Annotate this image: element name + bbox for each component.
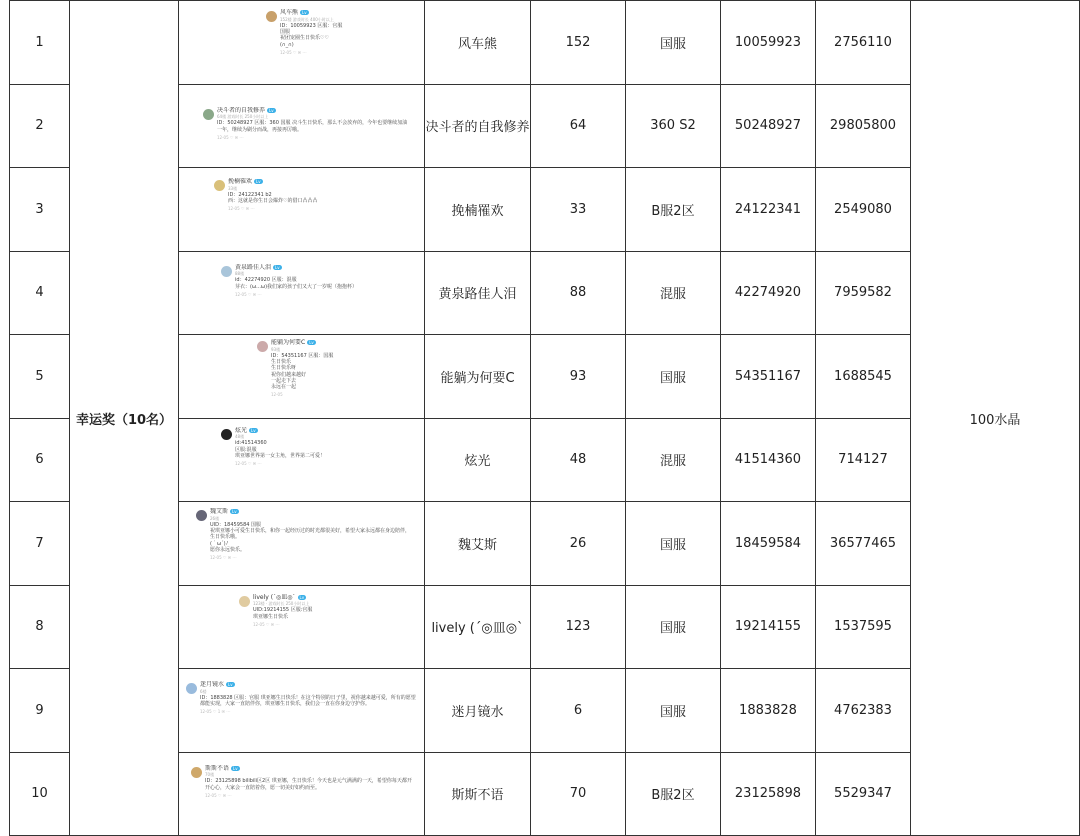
comment-meta: 48楼 [235, 434, 245, 440]
comment-line: ID：10059923 区服：官服 国服 [280, 22, 343, 35]
level-badge: Lv [256, 179, 261, 185]
id2-cell: 29805800 [816, 84, 911, 168]
uid-cell: 10059923 [721, 1, 816, 85]
comment-username [271, 339, 345, 347]
comment-line: ID：54351167 区服：国服 [271, 352, 334, 359]
uid-cell: 50248927 [721, 84, 816, 168]
comment-actions: 12-05 ♡ ✉ ⋯ [217, 134, 244, 140]
server-cell: B服2区 [626, 752, 721, 836]
screenshot-cell [179, 669, 425, 753]
comment-screenshot [179, 419, 424, 501]
comment-meta: 88楼 [235, 271, 245, 277]
comment-actions: 12-05 ♡ ✉ ⋯ [205, 792, 232, 798]
uid-cell: 24122341 [721, 168, 816, 252]
comment-username [280, 9, 344, 17]
row-number: 1 [10, 1, 70, 85]
avatar [221, 266, 232, 277]
comment-username [228, 178, 390, 186]
comment-screenshot [179, 1, 424, 83]
level-badge: Lv [251, 427, 256, 433]
comment-username-text: lively (´◎皿◎` [253, 593, 296, 601]
screenshot-cell [179, 585, 425, 669]
comment-username-text: 决斗者的自我修养 [217, 106, 266, 114]
comment-actions: 12-05 ♡ ✉ ⋯ [235, 461, 262, 466]
screenshot-cell [179, 502, 425, 586]
id2-cell: 2549080 [816, 168, 911, 252]
floor-cell: 123 [531, 585, 626, 669]
comment-actions: 12-05 ♡ ✉ ⋯ [253, 621, 280, 627]
id2-cell: 7959582 [816, 251, 911, 335]
level-badge: Lv [299, 594, 305, 600]
server-cell: 国服 [626, 502, 721, 586]
comment-body [228, 192, 390, 205]
comment-screenshot [179, 335, 424, 417]
comment-line: 琪亚娜生日快乐 [253, 613, 289, 620]
level-badge: Lv [233, 765, 238, 771]
server-cell: 360 S2 [626, 84, 721, 168]
avatar [186, 683, 197, 694]
row-number: 7 [10, 502, 70, 586]
floor-cell: 26 [531, 502, 626, 586]
comment-username-text: 黄泉路佳人泪 [235, 263, 272, 271]
nickname-cell: 能躺为何要C [425, 335, 531, 419]
comment-body [205, 778, 414, 791]
comment-body [217, 120, 411, 133]
comment-username-text: 炫光 [235, 426, 248, 434]
comment-body [280, 23, 344, 48]
floor-cell: 152 [531, 1, 626, 85]
comment-body [235, 440, 389, 459]
floor-cell: 48 [531, 418, 626, 502]
id2-cell: 36577465 [816, 502, 911, 586]
comment-body [235, 277, 409, 290]
comment-body [200, 695, 420, 708]
comment-card [194, 508, 414, 578]
comment-line: 西：这就是你生日会爆炸♡的借口凸凸凸 [228, 198, 318, 204]
id2-cell: 1688545 [816, 335, 911, 419]
nickname-cell: 挽楠罹欢 [425, 168, 531, 252]
comment-line: 生日快乐呀 [271, 365, 297, 372]
id2-cell: 2756110 [816, 1, 911, 85]
comment-actions: 12-05 ♡ 1 ✉ ⋯ [200, 709, 231, 715]
comment-card [184, 681, 420, 739]
server-cell: 混服 [626, 251, 721, 335]
comment-screenshot [179, 669, 424, 751]
table-row [10, 1, 1080, 85]
comment-username-text: 能躺为何要C [271, 339, 306, 347]
row-number: 8 [10, 585, 70, 669]
server-cell: 国服 [626, 1, 721, 85]
server-cell: B服2区 [626, 168, 721, 252]
avatar [266, 11, 277, 22]
comment-meta: 70楼 [205, 772, 215, 778]
comment-username [200, 681, 420, 689]
row-number: 4 [10, 251, 70, 335]
comment-meta: 123楼 · 游戏时长 250小时以上 [253, 601, 310, 607]
row-number: 10 [10, 752, 70, 836]
level-badge: Lv [228, 682, 233, 688]
row-number: 6 [10, 418, 70, 502]
screenshot-cell [179, 335, 425, 419]
floor-cell: 6 [531, 669, 626, 753]
avatar [196, 510, 207, 521]
comment-line: 芽衣：(ω...ω)我们家的孩子们又大了一岁呢（抱抱杯） [235, 283, 358, 290]
comment-line: 祝团宠圈生日快乐♡♡ (∩_∩) [280, 35, 329, 48]
row-number: 9 [10, 669, 70, 753]
comment-line: 祝你们越来越好 [271, 371, 307, 378]
comment-line: id:41514360 [235, 440, 267, 447]
comment-actions: 12-05 ♡ ✉ ⋯ [210, 555, 237, 560]
comment-line: UID：18459584 国服 [210, 521, 262, 528]
level-badge: Lv [232, 509, 237, 515]
avatar [191, 767, 202, 778]
comment-username-text: 迷月镜水 [200, 681, 225, 689]
screenshot-cell [179, 251, 425, 335]
level-badge: Lv [275, 264, 280, 270]
nickname-cell: 风车熊 [425, 1, 531, 85]
comment-meta: 64楼 游戏时长 250小时以上 [217, 114, 269, 120]
comment-screenshot [179, 502, 424, 584]
comment-username-text: 风车熊 [280, 9, 299, 17]
comment-card [264, 9, 344, 81]
comment-line: UID:19214155 区服:官服 [253, 607, 313, 614]
comment-username-text: 魏艾斯 [210, 508, 229, 516]
uid-cell: 41514360 [721, 418, 816, 502]
comment-line: 生日快乐 [271, 359, 292, 365]
comment-line: id：42274920 区服：混服 [235, 277, 297, 284]
nickname-cell: 黄泉路佳人泪 [425, 251, 531, 335]
avatar [239, 596, 250, 607]
comment-line: ID：1883828 区服：官服 琪亚娜生日快乐！在这个特别的日子里，祝你越来越可爱，所有的愿望都能实现，大家一直陪伴你，琪亚娜生日快乐，我们会一直在你身边守护你。 [200, 694, 416, 707]
comment-screenshot [179, 252, 424, 334]
comment-card [219, 264, 409, 322]
level-badge: Lv [309, 340, 314, 346]
floor-cell: 88 [531, 251, 626, 335]
comment-card [219, 427, 389, 493]
screenshot-cell [179, 168, 425, 252]
comment-card [189, 765, 414, 823]
comment-card [201, 107, 411, 151]
row-number: 2 [10, 84, 70, 168]
screenshot-cell [179, 752, 425, 836]
comment-username [205, 765, 414, 773]
comment-line: ID：50248927 区服：360 国服 决斗生日快乐，那么不会放弃的，今年也要继续加油一年，继续为刷分而战，再接再厉哦。 [217, 120, 408, 133]
comment-screenshot [179, 85, 424, 167]
server-cell: 国服 [626, 585, 721, 669]
row-number: 5 [10, 335, 70, 419]
comment-card [212, 178, 390, 242]
comment-meta: 26楼 [210, 515, 220, 521]
comment-screenshot [179, 586, 424, 668]
server-cell: 国服 [626, 669, 721, 753]
uid-cell: 1883828 [721, 669, 816, 753]
comment-line: 愿你永远快乐。 [210, 546, 246, 553]
comment-actions: 12-05 [271, 392, 283, 398]
comment-username [210, 508, 414, 516]
id2-cell: 1537595 [816, 585, 911, 669]
comment-line: 一起走下去 [271, 377, 297, 384]
nickname-cell: 魏艾斯 [425, 502, 531, 586]
comment-username-text: 斯斯不语 [205, 764, 230, 772]
comment-username-text: 挽楠罹欢 [228, 178, 253, 186]
floor-cell: 93 [531, 335, 626, 419]
nickname-cell: 斯斯不语 [425, 752, 531, 836]
uid-cell: 19214155 [721, 585, 816, 669]
uid-cell: 23125898 [721, 752, 816, 836]
avatar [203, 109, 214, 120]
floor-cell: 70 [531, 752, 626, 836]
row-number: 3 [10, 168, 70, 252]
server-cell: 国服 [626, 335, 721, 419]
floor-cell: 33 [531, 168, 626, 252]
comment-meta: 33楼 [228, 185, 238, 191]
comment-screenshot [179, 753, 424, 835]
id2-cell: 4762383 [816, 669, 911, 753]
comment-meta: 152楼 游戏时长 400小时以上 [280, 16, 334, 22]
award-cell: 幸运奖（10名） [70, 1, 179, 836]
avatar [214, 180, 225, 191]
nickname-cell: 决斗者的自我修养 [425, 84, 531, 168]
screenshot-cell [179, 418, 425, 502]
nickname-cell: 迷月镜水 [425, 669, 531, 753]
comment-line: 琪亚娜世界第一女主角，世界第二可爱！ [235, 452, 326, 459]
comment-line: ID：23125898 bilibili区2区 琪亚娜，生日快乐！今天也是元气满满的一天，希望你每天都开开心心，大家会一直陪着你，愿一切美好如约而至。 [205, 778, 412, 791]
level-badge: Lv [269, 107, 274, 113]
nickname-cell: lively (´◎皿◎` [425, 585, 531, 669]
comment-line: 区服:混服 [235, 446, 257, 453]
nickname-cell: 炫光 [425, 418, 531, 502]
comment-line: 祝琪亚娜小可爱生日快乐，和你一起经历过的时光都很美好，希望大家永远都在身边陪伴，生日快乐哦。 [210, 528, 411, 541]
comment-screenshot [179, 168, 424, 250]
comment-actions: 12-05 ♡ ✉ ⋯ [228, 206, 255, 212]
comment-line: 永远在一起 [271, 384, 297, 390]
id2-cell: 5529347 [816, 752, 911, 836]
comment-username [235, 264, 409, 272]
winners-table [9, 0, 1080, 836]
avatar [257, 341, 268, 352]
comment-body [253, 607, 397, 620]
avatar [221, 429, 232, 440]
screenshot-cell [179, 1, 425, 85]
server-cell: 混服 [626, 418, 721, 502]
comment-meta: 93楼 [271, 346, 281, 352]
comment-meta: 6楼 [200, 688, 207, 694]
level-badge: Lv [302, 10, 307, 16]
screenshot-cell [179, 84, 425, 168]
uid-cell: 18459584 [721, 502, 816, 586]
comment-line: ID：24122341 b2 [228, 191, 272, 198]
comment-line: (｀ω´)ﾉ [210, 540, 229, 547]
comment-actions: 12-05 ♡ ✉ ⋯ [280, 49, 307, 55]
comment-username [235, 427, 389, 435]
comment-card [237, 594, 397, 660]
comment-body [271, 353, 345, 391]
id2-cell: 714127 [816, 418, 911, 502]
comment-card [255, 339, 345, 415]
comment-body [210, 522, 414, 553]
floor-cell: 64 [531, 84, 626, 168]
uid-cell: 42274920 [721, 251, 816, 335]
comment-actions: 12-05 ♡ ✉ ⋯ [235, 291, 262, 297]
uid-cell: 54351167 [721, 335, 816, 419]
reward-cell: 100水晶 [911, 1, 1080, 836]
